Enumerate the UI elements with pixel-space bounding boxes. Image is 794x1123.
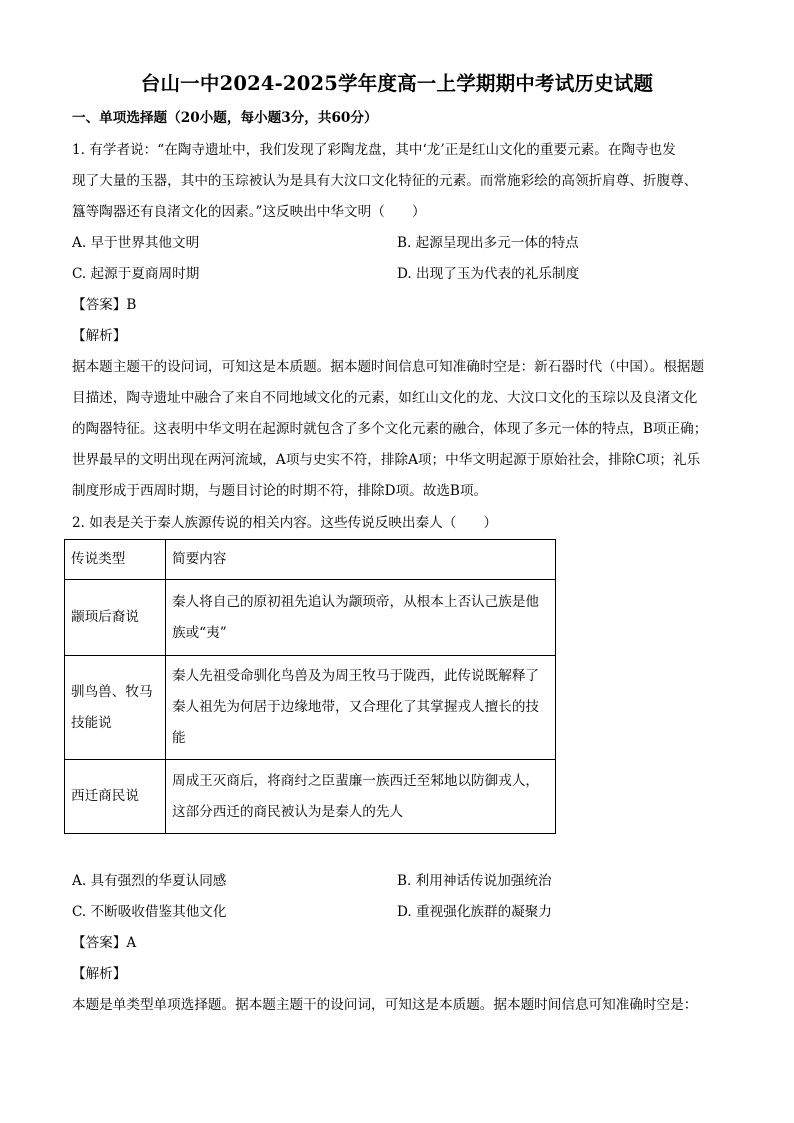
- q2-analysis-label: 【解析】: [72, 966, 127, 982]
- q2-stem: 2. 如表是关于秦人族源传说的相关内容。这些传说反映出秦人（ ）: [72, 515, 498, 531]
- cell-line: 秦人祖先为何居于边缘地带，又合理化了其掌握戎人擅长的技: [172, 699, 540, 715]
- table-cell-type: [65, 580, 166, 656]
- q2-option-a: A. 具有强烈的华夏认同感: [72, 873, 227, 889]
- table-row: [65, 580, 556, 656]
- table-cell-content: [166, 760, 556, 834]
- cell-line: 能: [172, 730, 186, 746]
- q2-option-c: C. 不断吸收借鉴其他文化: [72, 904, 227, 920]
- table-row: [65, 760, 556, 834]
- cell-line: 秦人先祖受命驯化鸟兽及为周王牧马于陇西，此传说既解释了: [172, 668, 540, 684]
- cell-line: 技能说: [71, 714, 112, 731]
- q1-analysis-line-4: 世界最早的文明出现在两河流域，A项与史实不符，排除A项；中华文明起源于原始社会，排除C项；礼乐: [72, 452, 701, 468]
- cell-line: 西迁商民说: [71, 788, 139, 804]
- q1-stem-line-2: 现了大量的玉器，其中的玉琮被认为是具有大汶口文化特征的元素。而常施彩绘的高领折肩尊、折腹尊、: [72, 173, 698, 189]
- table-header-row: [65, 540, 556, 580]
- q2-option-b: B. 利用神话传说加强统治: [397, 873, 552, 889]
- table-cell-content: [166, 580, 556, 656]
- q2-option-d: D. 重视强化族群的凝聚力: [397, 904, 552, 920]
- q1-analysis-line-1: 据本题主题干的设问词，可知这是本质题。据本题时间信息可知准确时空是：新石器时代（中国）。根据题: [72, 359, 705, 375]
- table-row: [65, 656, 556, 760]
- cell-line: 秦人将自己的原初祖先追认为颛顼帝，从根本上否认己族是他: [172, 593, 540, 610]
- q1-analysis-line-2: 目描述，陶寺遗址中融合了来自不同地域文化的元素，如红山文化的龙、大汶口文化的玉琮以及良渚文化: [72, 390, 698, 406]
- cell-line: 族或“夷”: [172, 624, 227, 641]
- cell-line: 驯鸟兽、牧马: [71, 683, 153, 700]
- q1-analysis-line-5: 制度形成于西周时期，与题目讨论的时期不符，排除D项。故选B项。: [72, 483, 488, 499]
- table-cell-type: [65, 760, 166, 834]
- legend-table: [64, 539, 556, 834]
- section-heading: 一、单项选择题（20小题，每小题3分，共60分）: [72, 110, 378, 126]
- cell-line: 颛顼后裔说: [71, 609, 139, 625]
- q1-option-a: A. 早于世界其他文明: [72, 235, 200, 251]
- table-header-type: 传说类型: [65, 540, 166, 580]
- q1-analysis-line-3: 的陶器特征。这表明中华文明在起源时就包含了多个文化元素的融合，体现了多元一体的特点，B项正确；: [72, 421, 708, 437]
- cell-line: 周成王灭商后，将商纣之臣蜚廉一族西迁至邾地以防御戎人，: [172, 772, 540, 789]
- q1-stem-line-3: 簋等陶器还有良渚文化的因素。”这反映出中华文明（ ）: [72, 204, 426, 220]
- q1-analysis-label: 【解析】: [72, 328, 127, 344]
- q1-answer: 【答案】B: [72, 297, 137, 313]
- q1-stem-line-1: 1. 有学者说：“在陶寺遗址中，我们发现了彩陶龙盘，其中‘龙’正是红山文化的重要元素。在陶寺也发: [72, 142, 676, 158]
- q2-analysis-line-1: 本题是单类型单项选择题。据本题主题干的设问词，可知这是本质题。据本题时间信息可知准确时空是：: [72, 997, 698, 1013]
- q2-answer: 【答案】A: [72, 935, 137, 951]
- table-header-content: 简要内容: [166, 540, 556, 580]
- table-cell-content: [166, 656, 556, 760]
- q1-option-b: B. 起源呈现出多元一体的特点: [397, 235, 579, 251]
- cell-line: 这部分西迁的商民被认为是秦人的先人: [172, 803, 404, 820]
- q1-option-c: C. 起源于夏商周时期: [72, 266, 200, 282]
- page-title: 台山一中2024-2025学年度高一上学期期中考试历史试题: [140, 72, 654, 95]
- table-cell-type: [65, 656, 166, 760]
- q1-option-d: D. 出现了玉为代表的礼乐制度: [397, 266, 580, 282]
